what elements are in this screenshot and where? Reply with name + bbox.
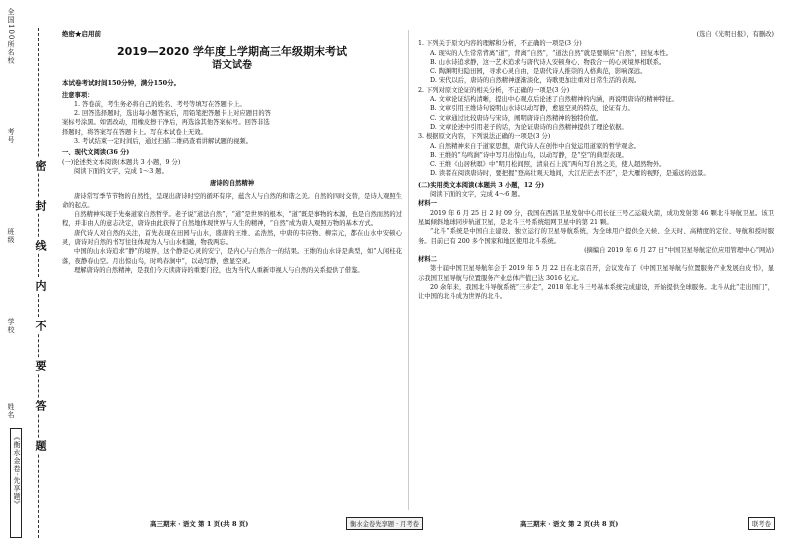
left-page-number: 高三期末 · 语文 第 1 页(共 8 页)	[150, 520, 249, 528]
seal-char: 内	[34, 280, 47, 291]
right-page-number: 高三期末 · 语文 第 2 页(共 8 页)	[520, 520, 619, 528]
q2-option: B. 文章引用王维诗句说明山水诗以动写静，愈显空灵的特点，论证有力。	[430, 105, 634, 113]
brand-bottom-label: 《衡水金卷·先享题》	[13, 433, 21, 509]
question-2: 2. 下列对原文论证的相关分析，不正确的一项是(3 分)	[418, 86, 570, 94]
q1-option: C. 陶渊明归隐田园，寻求心灵自由，是唐代诗人推崇的人格典范，影响深远。	[430, 68, 647, 76]
notes-heading: 注意事项：	[62, 91, 94, 99]
right-column	[418, 30, 774, 302]
joint-exam-box: 联考卷	[748, 517, 775, 530]
question-3: 3. 根据原文内容，下列说法正确的一项是(3 分)	[418, 133, 551, 141]
q2-option: D. 文章论述中引用老子的话，为论证唐诗的自然精神提供了理论依据。	[430, 123, 628, 131]
essay-source: (选自《光明日报》，有删改)	[696, 31, 774, 38]
number-label: 考号	[7, 128, 15, 144]
note-item: 1. 答卷前，考生务必将自己的姓名、考号等填写在答题卡上。	[74, 100, 246, 108]
seal-char: 不	[34, 320, 47, 331]
material1-title: 材料一	[418, 200, 437, 208]
q3-option: D. 读者在阅读唐诗时，要把握“登高壮观天地间，大江茫茫去不还”，是大雁的视野，是遥远的远景。	[430, 170, 710, 178]
school-label: 学校	[7, 318, 15, 334]
question-1: 1. 下列关于原文内容的理解和分析，不正确的一项是(3 分)	[418, 40, 582, 48]
class-label: 班级	[7, 228, 15, 244]
secret-label: 绝密★启用前	[62, 30, 101, 38]
note-item: 择题时，将答案写在答题卡上。写在本试卷上无效。	[62, 128, 207, 136]
essay-paragraph: 中国的山水诗追求“静”的境界，这个静是心灵的安宁，是内心与自然合一的结果。王维的山水诗是典型，如“人闲桂花落，夜静春山空。月出惊山鸟，时鸣春涧中”，以动写静，愈显空灵。	[62, 248, 402, 265]
material2-paragraph: 第十届中国卫星导航年会于 2019 年 5 月 22 日在北京召开，会议发布了《中国卫星导航与位置服务产业发展白皮书》，显示我国卫星导航与位置服务产业总体产值已达 3016 亿元。	[418, 265, 774, 282]
note-item: 案标号涂黑。如需改动，用橡皮擦干净后，再选涂其他答案标号。回答非选	[62, 119, 270, 127]
brand-top-label: 全国100所名校	[7, 8, 15, 65]
material1-paragraph: “北斗”系统是中国自主建设、独立运行的卫星导航系统，为全球用户提供全天候、全天时、高精度的定位、导航和授时服务。目前已有 200 多个国家和地区使用北斗系统。	[418, 228, 774, 245]
essay-paragraph: 理解唐诗的自然精神，是我们今天读唐诗的重要门径，也为当代人重新审视人与自然的关系提供了借鉴。	[74, 266, 364, 274]
column-divider	[408, 30, 409, 510]
section2-sub: (二)实用类文本阅读(本题共 3 小题，12 分)	[418, 181, 545, 189]
section2-instruction: 阅读下面的文字，完成 4～6 题。	[430, 191, 524, 199]
q1-option: D. 宋代以后，唐诗的自然精神逐渐淡化，诗歌更加注重对日常生活的表现。	[430, 77, 641, 85]
exam-title: 2019—2020 学年度上学期高三年级期末考试	[116, 45, 348, 59]
brand-badge: 衡水金卷先享题 · 月考卷	[346, 517, 423, 530]
note-item: 2. 回答选择题时，选出每小题答案后，用铅笔把答题卡上对应题目的答	[74, 110, 271, 118]
q3-option: C. 王维《山居秋暝》中“明月松间照，清泉石上流”两句写自然之美，使人超然物外。	[430, 161, 666, 169]
essay-paragraph: 唐诗常写季节节物的自然性，呈现出唐诗时空的循环有序，蕴含人与自然的和谐之美。自然的四时交替，是诗人观照生命的起点。	[62, 192, 402, 209]
binding-strip	[4, 8, 56, 538]
essay-paragraph: 唐代诗人对自然的关注，首先表现在田园与山水，盛唐的王维、孟浩然，中唐的韦应物、柳宗元，都在山水中安顿心灵，唐诗对自然的书写往往体现为人与山水相融，物我两忘。	[62, 229, 402, 247]
q2-option: C. 文章通过比较唐诗与宋诗，阐明唐诗自然精神的独特价值。	[430, 114, 603, 122]
essay-title: 唐诗的自然精神	[209, 180, 255, 188]
material1-paragraph: 2019 年 6 月 25 日 2 时 09 分，我国在西昌卫星发射中心用长征三号乙运载火箭，成功发射第 46 颗北斗导航卫星。该卫星属倾斜地球同步轨道卫星，是北斗三号系统组网卫星中的第 21 颗。	[418, 209, 774, 226]
material2-paragraph: 20 余年来，我国北斗导航系统“三步走”，2018 年北斗三号基本系统完成建设，开始提供全球服务。北斗从此“走出国门”，让中国的北斗成为世界的北斗。	[418, 284, 774, 301]
material1-source: (摘编自 2019 年 6 月 27 日“中国卫星导航定位应用管理中心”网站)	[584, 246, 774, 254]
name-label: 姓名	[7, 403, 15, 419]
seal-char: 要	[34, 360, 47, 371]
seal-char: 题	[34, 440, 47, 451]
subject-title: 语文试卷	[212, 60, 252, 72]
q3-option: B. 王维的“鸟鸣涧”诗中写月出惊山鸟，以动写静，是“空”的典型表现。	[430, 151, 628, 159]
seal-char: 封	[34, 200, 47, 211]
section1-title: 一、现代文阅读(36 分)	[62, 149, 130, 157]
essay-paragraph: 自然精神实现于先秦道家自然哲学。老子说“道法自然”，“道”是世界的根本，“道”既是事物的本源，也是自然而然的过程，并非由人的意志决定，唐诗由此获得了自然地体现世界与人生的精神，“自然”成为唐人观照万物的基本方式。	[62, 211, 402, 228]
q1-option: B. 山水诗追求静，这一艺术追求与唐代诗人安顿身心、物我合一的心灵境界相联系。	[430, 58, 666, 66]
seal-char: 线	[34, 240, 47, 251]
q2-option: A. 文章论证结构清晰，提出中心观点后论述了自然精神的内涵，再说明唐诗的精神特征。	[430, 96, 678, 104]
note-item: 3. 考试结束一定时间后，通过扫描二维码查看讲解试题的视频。	[74, 138, 253, 146]
exam-info: 本试卷考试时间150分钟，满分150分。	[62, 79, 181, 88]
material2-title: 材料二	[418, 256, 437, 264]
section1-instruction: 阅读下面的文字，完成 1～3 题。	[74, 167, 168, 175]
section1-sub: (一)论述类文本阅读(本题共 3 小题，9 分)	[62, 158, 181, 166]
seal-char: 密	[34, 160, 47, 171]
brand-box	[10, 428, 22, 538]
q3-option: A. 自然精神来自于道家思想，唐代诗人在创作中自觉运用道家的哲学观念。	[430, 142, 641, 150]
q1-option: A. 现实的人生常常背离“道”，背离“自然”，“道法自然”就是要顺应“自然”，回复本性。	[430, 49, 673, 57]
seal-char: 答	[34, 400, 47, 411]
left-column	[62, 30, 402, 275]
